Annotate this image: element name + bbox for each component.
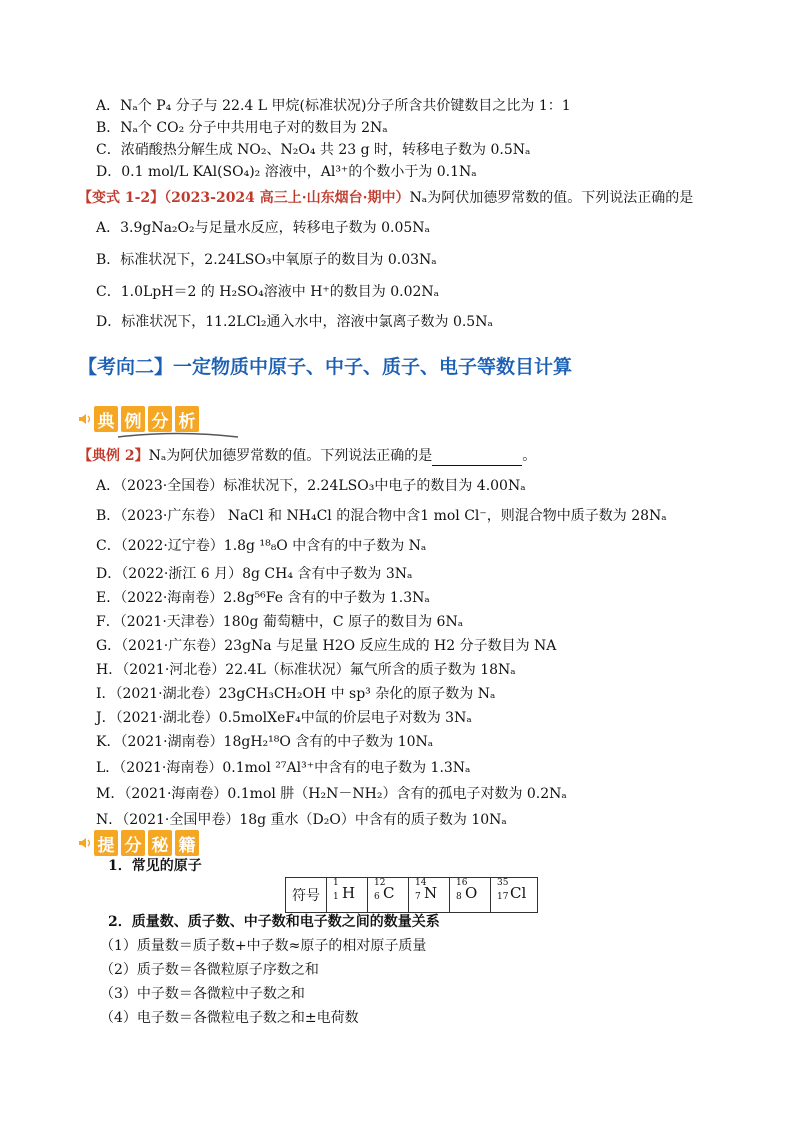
prev-option-d: D．0.1 mol/L KAl(SO₄)₂ 溶液中，Al³⁺的个数小于为 0.1Nₐ <box>96 164 477 180</box>
banner-example-analysis <box>78 404 199 434</box>
example-option-f: F．（2021·天津卷）180g 葡萄糖中，C 原子的数目为 6Nₐ <box>96 614 464 630</box>
atom-c: 12 6 C <box>368 878 409 913</box>
example-option-h: H．（2021·河北卷）22.4L（标准状况）氟气所含的质子数为 18Nₐ <box>96 662 516 678</box>
speaker-icon <box>78 836 92 850</box>
example-option-c: C．（2022·辽宁卷）1.8g ¹⁸₈O 中含有的中子数为 Nₐ <box>96 538 427 554</box>
example-option-i: I．（2021·湖北卷）23gCH₃CH₂OH 中 sp³ 杂化的原子数为 Nₐ <box>96 686 496 702</box>
banner1-char-2: 例 <box>121 406 145 432</box>
banner2-char-1: 提 <box>94 830 118 856</box>
section-heading: 【考向二】一定物质中原子、中子、质子、电子等数目计算 <box>78 356 573 378</box>
banner1-char-4: 析 <box>175 406 199 432</box>
tips-item-3: （3）中子数＝各微粒中子数之和 <box>100 986 305 1002</box>
variant-question <box>78 188 693 208</box>
example-question <box>78 446 536 466</box>
tips-item-1: （1）质量数＝质子数+中子数≈原子的相对原子质量 <box>100 938 427 954</box>
variant-source: （2023-2024 高三上·山东烟台·期中） <box>164 190 410 206</box>
example-stem-end: 。 <box>522 448 537 464</box>
common-atoms-table <box>285 877 538 913</box>
variant-stem: Nₐ为阿伏加德罗常数的值。下列说法正确的是 <box>409 190 694 206</box>
variant-tag: 【变式 1-2】 <box>78 190 165 206</box>
answer-blank[interactable] <box>432 451 522 466</box>
banner2-char-3: 秘 <box>148 830 172 856</box>
variant-option-d: D．标准状况下，11.2LCl₂通入水中，溶液中氯离子数为 0.5Nₐ <box>96 314 493 330</box>
atom-cl: 35 17 Cl <box>491 878 538 913</box>
example-option-e: E．（2022·海南卷）2.8g⁵⁶Fe 含有的中子数为 1.3Nₐ <box>96 590 430 606</box>
banner1-char-3: 分 <box>148 406 172 432</box>
tips-heading-2: 2．质量数、质子数、中子数和电子数之间的数量关系 <box>108 914 440 930</box>
variant-option-c: C．1.0LpH＝2 的 H₂SO₄溶液中 H⁺的数目为 0.02Nₐ <box>96 284 440 300</box>
banner2-char-2: 分 <box>121 830 145 856</box>
prev-option-a: A．Nₐ个 P₄ 分子与 22.4 L 甲烷(标准状况)分子所含共价键数目之比为 1：1 <box>96 98 571 114</box>
example-option-d: D．（2022·浙江 6 月）8g CH₄ 含有中子数为 3Nₐ <box>96 566 413 582</box>
table-label: 符号 <box>286 878 327 913</box>
example-option-m: M．（2021·海南卷）0.1mol 肼（H₂N－NH₂）含有的孤电子对数为 0.2Nₐ <box>96 786 567 802</box>
speaker-icon <box>78 412 92 426</box>
example-stem: Nₐ为阿伏加德罗常数的值。下列说法正确的是 <box>148 448 433 464</box>
example-tag: 【典例 2】 <box>78 448 149 464</box>
example-option-k: K．（2021·湖南卷）18gH₂¹⁸O 含有的中子数为 10Nₐ <box>96 734 434 750</box>
example-option-j: J．（2021·湖北卷）0.5molXeF₄中氙的价层电子对数为 3Nₐ <box>96 710 472 726</box>
banner1-char-1: 典 <box>94 406 118 432</box>
example-option-l: L．（2021·海南卷）0.1mol ²⁷Al³⁺中含有的电子数为 1.3Nₐ <box>96 760 471 776</box>
swoosh-decoration <box>118 432 238 438</box>
atom-o: 16 8 O <box>450 878 491 913</box>
tips-item-2: （2）质子数＝各微粒原子序数之和 <box>100 962 319 978</box>
example-option-b: B．（2023·广东卷） NaCl 和 NH₄Cl 的混合物中含1 mol Cl⁻，则混合物中质子数为 28Nₐ <box>96 508 667 524</box>
example-option-a: A．（2023·全国卷）标准状况下，2.24LSO₃中电子的数目为 4.00Nₐ <box>96 478 526 494</box>
example-option-g: G．（2021·广东卷）23gNa 与足量 H2O 反应生成的 H2 分子数目为 NA <box>96 638 557 654</box>
variant-option-b: B．标准状况下，2.24LSO₃中氧原子的数目为 0.03Nₐ <box>96 252 437 268</box>
variant-option-a: A．3.9gNa₂O₂与足量水反应，转移电子数为 0.05Nₐ <box>96 220 430 236</box>
banner2-char-4: 籍 <box>175 830 199 856</box>
prev-option-b: B．Nₐ个 CO₂ 分子中共用电子对的数目为 2Nₐ <box>96 120 388 136</box>
prev-option-c: C．浓硝酸热分解生成 NO₂、N₂O₄ 共 23 g 时，转移电子数为 0.5Nₐ <box>96 142 531 158</box>
atom-n: 14 7 N <box>409 878 450 913</box>
tips-heading-1: 1．常见的原子 <box>108 858 202 874</box>
example-option-n: N．（2021·全国甲卷）18g 重水（D₂O）中含有的质子数为 10Nₐ <box>96 812 507 828</box>
atom-h: 1 1 H <box>327 878 368 913</box>
banner-tips <box>78 828 199 858</box>
tips-item-4: （4）电子数＝各微粒电子数之和±电荷数 <box>100 1010 359 1026</box>
